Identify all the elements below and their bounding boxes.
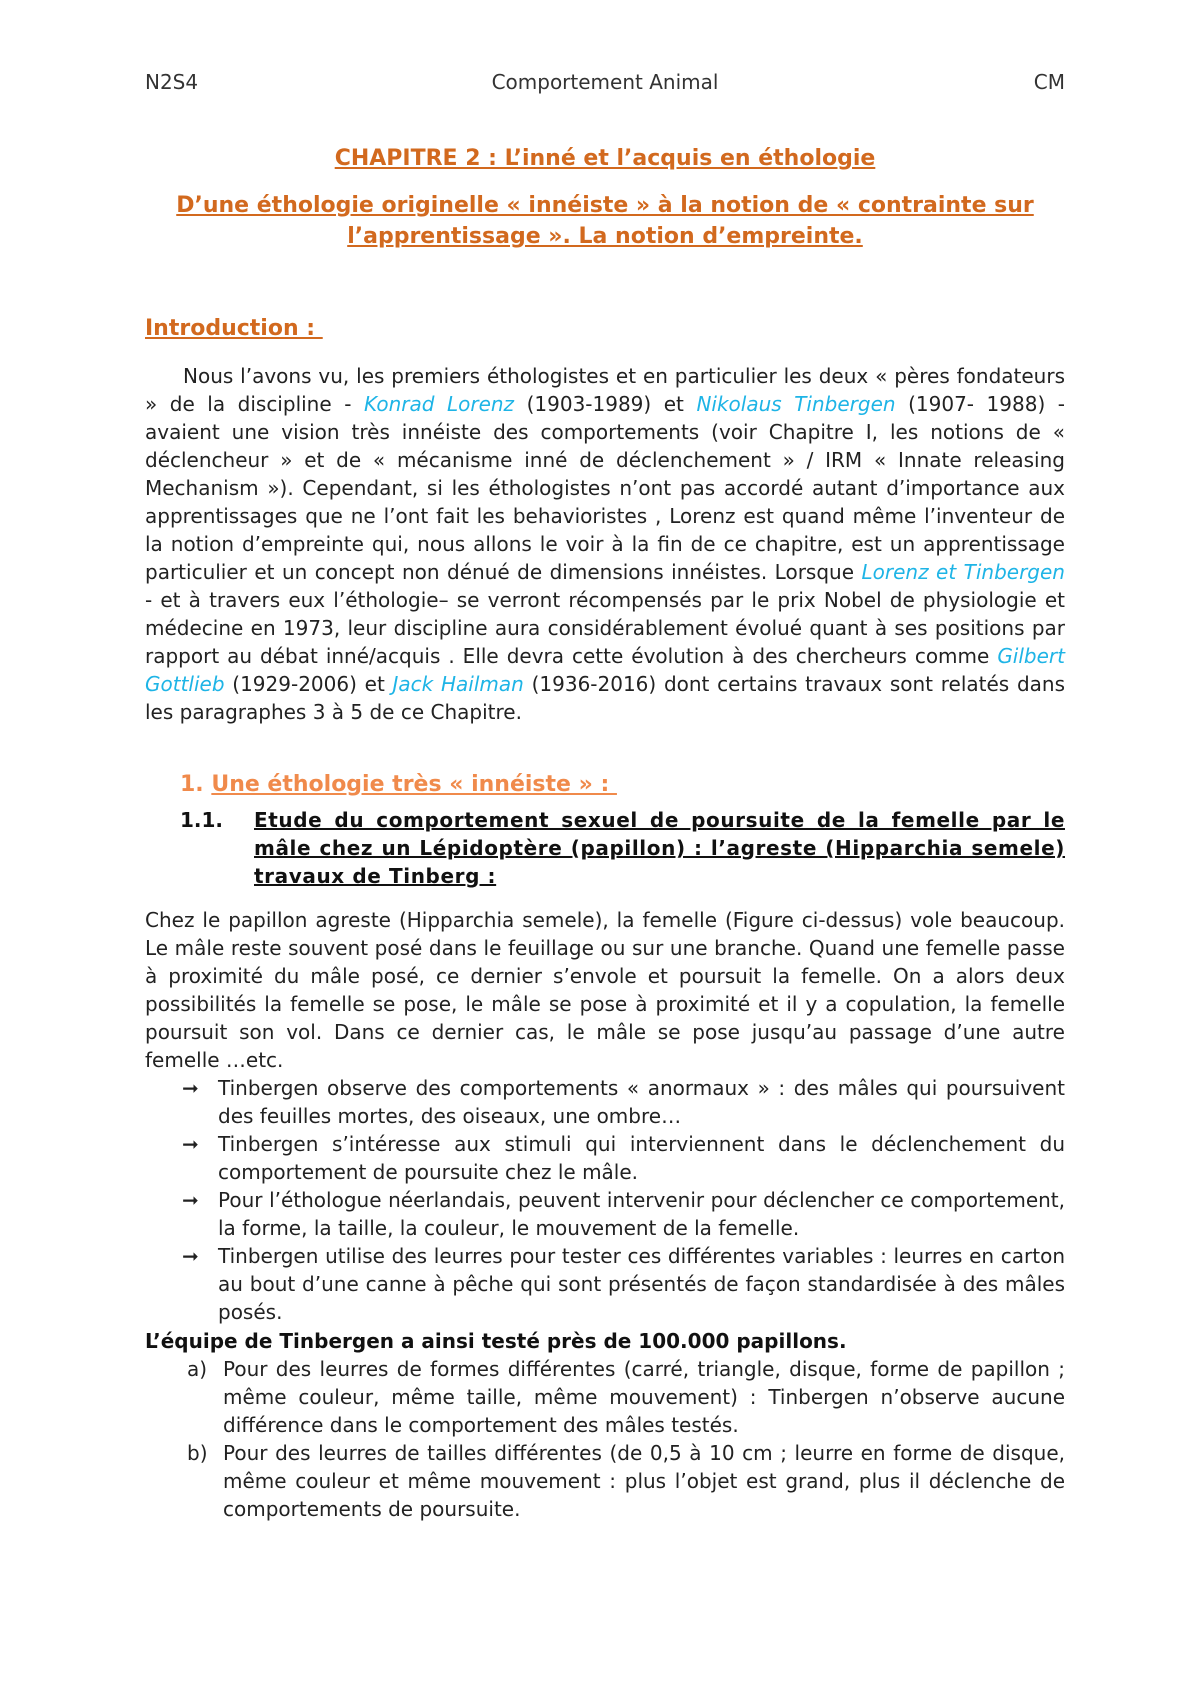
list-item [145, 1074, 1065, 1130]
introduction-paragraph [145, 362, 1065, 726]
list-item-text: Pour l’éthologue néerlandais, peuvent intervenir pour déclencher ce comportement, la forme, la taille, la couleur, le mouvement de la femelle. [218, 1188, 1065, 1240]
intro-text: Nous l’avons vu, les premiers éthologistes et en particulier les deux « pères fondateurs » de la discipline - [145, 364, 1065, 416]
arrow-icon: ➞ [182, 1132, 199, 1156]
list-marker: a) [187, 1357, 208, 1381]
header-right: CM [1033, 70, 1065, 94]
name-gilbert-gottlieb: Gilbert Gottlieb [145, 644, 1065, 696]
header-center: Comportement Animal [491, 70, 719, 94]
section-1-1-number: 1.1. [180, 808, 224, 832]
intro-text: - et à travers eux l’éthologie– se verront récompensés par le prix Nobel de physiologie et médecine en 1973, leur discipline aura considérablement évolué quant à ses positions par rapport au débat inné/acquis . Elle devra cette évolution à des chercheurs comme [145, 588, 1065, 668]
list-item-text: Pour des leurres de formes différentes (carré, triangle, disque, forme de papillon ; même couleur, même taille, même mouvement) : Tinbergen n’observe aucune différence dans le comportement des mâles testés. [223, 1357, 1065, 1437]
intro-text: (1907- 1988) - avaient une vision très innéiste des comportements (voir Chapitre I, les notions de « déclencheur » et de « mécanisme inné de déclenchement » / IRM « Innate releasing Mechanism »). Cependant, si les éthologistes n’ont pas accordé autant d’importance aux apprentissages que ne l’ont fait les behavioristes , Lorenz est quand même l’inventeur de la notion d’empreinte qui, nous allons le voir à la fin de ce chapitre, est un apprentissage particulier et un concept non dénué de dimensions innéistes. Lorsque [145, 392, 1065, 584]
list-item [145, 1130, 1065, 1186]
section-1-number: 1. [180, 772, 212, 797]
list-item [145, 1186, 1065, 1242]
header-left: N2S4 [145, 70, 199, 94]
name-nikolaus-tinbergen: Nikolaus Tinbergen [696, 392, 896, 416]
list-marker: b) [187, 1441, 208, 1465]
name-konrad-lorenz: Konrad Lorenz [363, 392, 515, 416]
arrow-icon: ➞ [182, 1244, 199, 1268]
intro-text: (1929-2006) et [224, 672, 393, 696]
list-item [145, 1439, 1065, 1523]
page-header [145, 70, 1065, 100]
section-1-title: Une éthologie très « innéiste » : [211, 772, 617, 797]
section-1-1-title: Etude du comportement sexuel de poursuite de la femelle par le mâle chez un Lépidoptère (papillon) : l’agreste (Hipparchia semele) travaux de Tinberg : [254, 808, 1065, 888]
intro-text: (1903-1989) et [514, 392, 697, 416]
list-item [145, 1355, 1065, 1439]
chapter-title: CHAPITRE 2 : L’inné et l’acquis en éthologie [334, 146, 876, 171]
arrow-icon: ➞ [182, 1076, 199, 1100]
list-item-text: Pour des leurres de tailles différentes (de 0,5 à 10 cm ; leurre en forme de disque, même couleur et même mouvement : plus l’objet est grand, plus il déclenche de comportements de poursuite. [223, 1441, 1065, 1521]
section-1-1-heading [180, 806, 1065, 890]
name-lorenz-tinbergen: Lorenz et Tinbergen [861, 560, 1065, 584]
arrow-icon: ➞ [182, 1188, 199, 1212]
name-jack-hailman: Jack Hailman [392, 672, 524, 696]
list-item-text: Tinbergen observe des comportements « anormaux » : des mâles qui poursuivent des feuilles mortes, des oiseaux, une ombre… [218, 1076, 1065, 1128]
intro-text: (1936-2016) dont certains travaux sont relatés dans les paragraphes 3 à 5 de ce Chapitre. [145, 672, 1065, 724]
section-1-heading [180, 772, 617, 797]
list-item-text: Tinbergen utilise des leurres pour tester ces différentes variables : leurres en carton au bout d’une canne à pêche qui sont présentés de façon standardisée à des mâles posés. [218, 1244, 1065, 1324]
chapter-subtitle: D’une éthologie originelle « innéiste » à la notion de « contrainte sur l’apprentissage ». La notion d’empreinte. [176, 193, 1034, 249]
lettered-list [145, 1355, 1065, 1523]
body-paragraph: Chez le papillon agreste (Hipparchia semele), la femelle (Figure ci-dessus) vole beaucoup. Le mâle reste souvent posé dans le feuillage ou sur une branche. Quand une femelle passe à proximité du mâle posé, ce dernier s’envole et poursuit la femelle. On a alors deux possibilités la femelle se pose, le mâle se pose à proximité et il y a copulation, la femelle poursuit son vol. Dans ce dernier cas, le mâle se pose jusqu’au passage d’une autre femelle …etc. [145, 908, 1065, 1072]
list-item [145, 1242, 1065, 1326]
introduction-heading: Introduction : [145, 316, 323, 341]
arrow-list [145, 1074, 1065, 1326]
bold-statement: L’équipe de Tinbergen a ainsi testé près de 100.000 papillons. [145, 1329, 847, 1353]
list-item-text: Tinbergen s’intéresse aux stimuli qui interviennent dans le déclenchement du comportement de poursuite chez le mâle. [218, 1132, 1065, 1184]
